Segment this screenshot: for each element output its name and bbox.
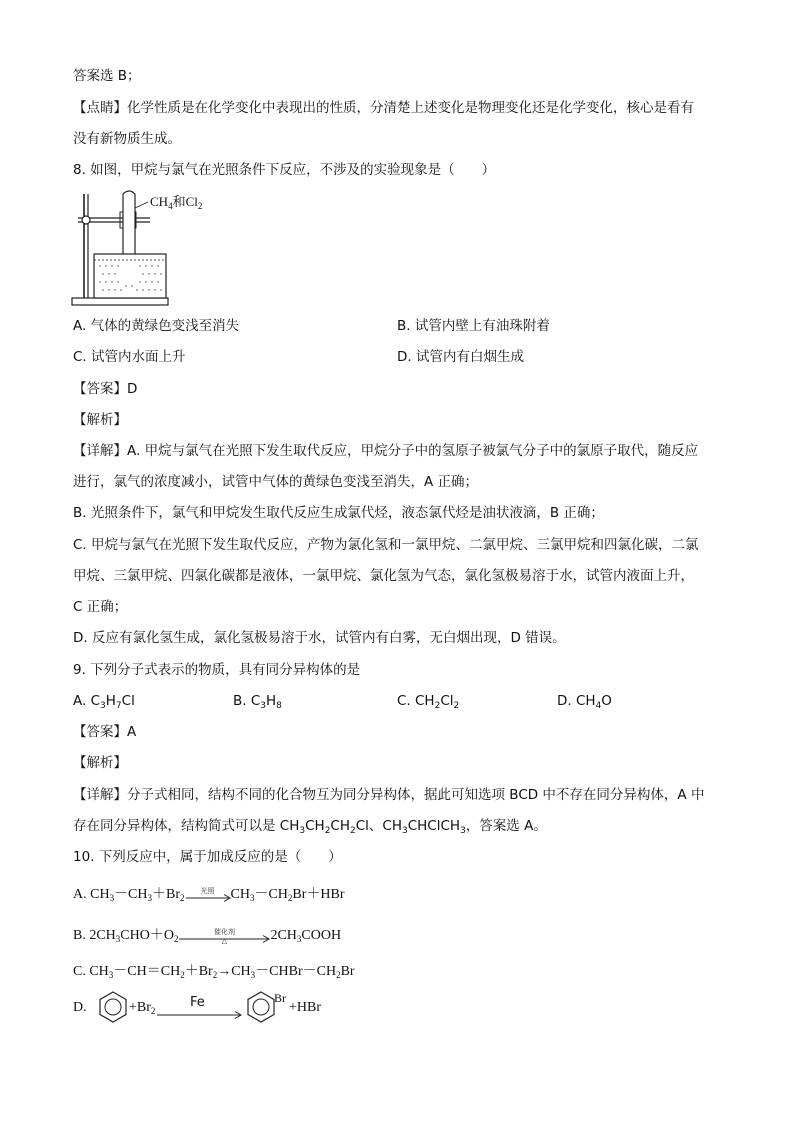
q9-detail-2: 存在同分异构体，结构简式可以是 $CH_3CH_2CH_2Cl$、$CH_3CHClCH_3$，答案选 A。 (73, 818, 547, 836)
answer-line: 答案选 B； (73, 68, 141, 84)
q8-analysis-heading: 【解析】 (73, 412, 127, 428)
q8-detail-3: B. 光照条件下，氯气和甲烷发生取代反应生成氯代烃，液态氯代烃是油状液滴，B 正确； (73, 505, 604, 521)
q8-option-d: D. 试管内有白烟生成 (397, 349, 524, 365)
arrow-icon (156, 1010, 242, 1020)
q10-option-c: C. $CH_3-CH=CH_2+Br_2\to CH_3-CHBr-CH_2Br$ (73, 964, 355, 980)
q10-d-product: +HBr (289, 1000, 322, 1015)
q9-option-a: A. $C_3H_7Cl$ (73, 693, 135, 711)
q9-option-c: C. $CH_2Cl_2$ (397, 693, 460, 711)
question-9: 9. 下列分子式表示的物质，具有同分异构体的是 (73, 662, 361, 678)
question-10: 10. 下列反应中，属于加成反应的是（ ） (73, 849, 342, 865)
q9-option-d: D. $CH_4O$ (557, 693, 612, 711)
q10-d-catalyst: Fe (190, 995, 205, 1010)
note-line-2: 没有新物质生成。 (73, 131, 181, 147)
q10-b-condition: 催化剂 (213, 927, 235, 936)
q8-detail-5: 甲烷、三氯甲烷、四氯化碳都是液体，一氯甲烷、氯化氢为气态，氯化氢极易溶于水，试管内液面上升， (73, 568, 694, 584)
q8-answer: 【答案】D (73, 381, 138, 397)
benzene-ring-icon (96, 990, 130, 1024)
q9-answer: 【答案】A (73, 724, 137, 740)
q8-option-c: C. 试管内水面上升 (73, 349, 186, 365)
q8-option-a: A. 气体的黄绿色变浅至消失 (73, 318, 240, 334)
bromobenzene-ring-icon (244, 990, 278, 1024)
q10-d-reagent: $+Br_2$ (129, 1000, 156, 1016)
q8-detail-6: C 正确； (73, 599, 128, 615)
question-8: 8. 如图，甲烷与氯气在光照条件下反应，不涉及的实验现象是（ ） (73, 162, 496, 178)
q10-option-b: B. $2CH_3CHO+O_2$ 催化剂 △ $2CH_3COOH$ (73, 926, 341, 946)
note-line-1: 【点睛】化学性质是在化学变化中表现出的性质，分清楚上述变化是物理变化还是化学变化，核心是看有 (73, 100, 694, 116)
q10-d-br-substituent: Br (274, 991, 286, 1005)
figure-label: $CH_4$和$Cl_2$ (150, 194, 203, 211)
q10-option-a: A. $CH_3-CH_3+Br_2$ 光照 $CH_3-CH_2Br+HBr$ (73, 885, 345, 905)
q8-option-b: B. 试管内壁上有油珠附着 (397, 318, 550, 334)
q9-detail-1: 【详解】分子式相同，结构不同的化合物互为同分异构体，据此可知选项 BCD 中不存在同分异构体，A 中 (73, 787, 705, 803)
q10-a-condition: 光照 (200, 886, 215, 895)
q10-b-condition-heat: △ (221, 936, 228, 945)
q8-detail-7: D. 反应有氯化氢生成，氯化氢极易溶于水，试管内有白雾，无白烟出现，D 错误。 (73, 630, 566, 646)
q9-option-b: B. $C_3H_8$ (233, 693, 282, 711)
q10-option-d-label: D. (73, 1000, 87, 1015)
q9-analysis-heading: 【解析】 (73, 755, 127, 771)
q8-detail-2: 进行，氯气的浓度减小，试管中气体的黄绿色变浅至消失，A 正确； (73, 474, 479, 490)
q8-detail-1: 【详解】A. 甲烷与氯气在光照下发生取代反应，甲烷分子中的氢原子被氯气分子中的氯原子取代，随反应 (73, 443, 699, 459)
q8-detail-4: C. 甲烷与氯气在光照下发生取代反应，产物为氯化氢和一氯甲烷、二氯甲烷、三氯甲烷和四氯化碳，二氯 (73, 537, 699, 553)
